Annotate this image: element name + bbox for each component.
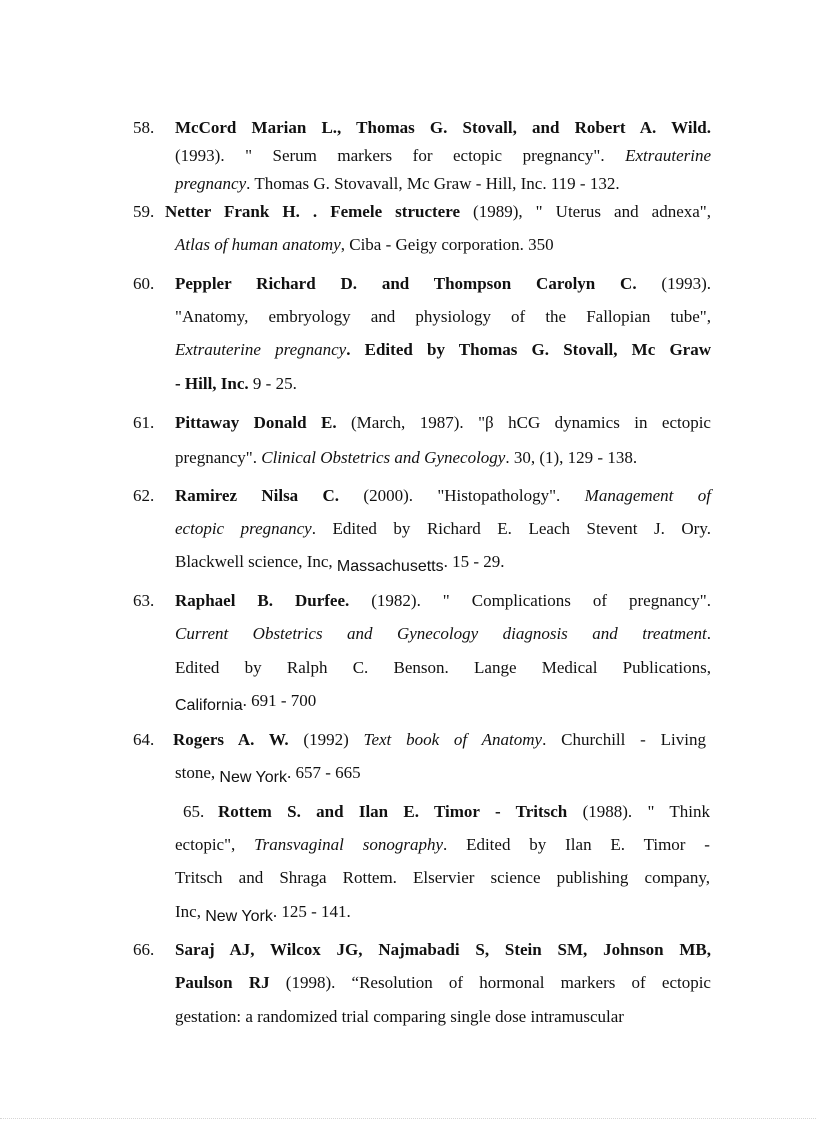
reference-line	[175, 691, 711, 712]
reference-plain-text: (2000). "Histopathology".	[339, 486, 585, 505]
reference-italic-text: Management of	[584, 486, 711, 505]
reference-plain-text: Tritsch and Shraga Rottem. Elservier science publishing company,	[175, 868, 710, 887]
reference-line	[175, 174, 711, 194]
reference-line	[175, 552, 711, 573]
reference-line	[175, 658, 711, 678]
reference-line	[175, 591, 711, 611]
reference-number: 59.	[133, 202, 155, 221]
reference-bold-text: Pittaway Donald E.	[175, 413, 337, 432]
reference-plain-text: (1982). " Complications of pregnancy".	[349, 591, 711, 610]
reference-line	[175, 374, 711, 394]
reference-plain-text: Inc,	[175, 902, 206, 921]
reference-number: 62.	[133, 486, 155, 505]
reference-number: 60.	[133, 274, 155, 293]
reference-line	[175, 902, 710, 923]
reference-place-text: New York	[219, 769, 287, 786]
reference-number: 64.	[133, 730, 155, 749]
reference-number: 61.	[133, 413, 155, 432]
reference-italic-text: Extrauterine	[625, 146, 711, 165]
reference-plain-text: stone,	[175, 763, 220, 782]
reference-tail-text: . 657 - 665	[286, 763, 361, 782]
reference-tail-text: . 30, (1), 129 - 138.	[505, 448, 638, 467]
reference-tail-text: . 691 - 700	[242, 691, 317, 710]
reference-line	[175, 835, 710, 855]
reference-italic-text: Current Obstetrics and Gynecology diagnosis and treatment	[175, 624, 707, 643]
reference-bold-text: Raphael B. Durfee.	[175, 591, 350, 610]
reference-plain-text: (1998). “Resolution of hormonal markers of ectopic	[269, 973, 711, 992]
reference-line	[175, 763, 706, 784]
reference-place-text: California	[175, 697, 243, 714]
reference-tail-text: . 125 - 141.	[272, 902, 351, 921]
reference-tail-text: . Edited by Ilan E. Timor -	[442, 835, 710, 854]
reference-line	[175, 448, 711, 468]
reference-line	[175, 940, 711, 960]
reference-line	[175, 624, 711, 644]
reference-italic-text: ectopic pregnancy	[175, 519, 312, 538]
reference-italic-text: Extrauterine pregnancy	[175, 340, 347, 359]
reference-line	[175, 1007, 711, 1027]
reference-number: 65.	[183, 802, 205, 821]
reference-bold-text: Rogers A. W.	[173, 730, 289, 749]
reference-line	[175, 307, 711, 327]
reference-plain-text: gestation: a randomized trial comparing single dose intramuscular	[175, 1007, 624, 1026]
reference-plain-text: (March, 1987). "β hCG dynamics in ectopic	[336, 413, 711, 432]
reference-plain-text: (1988). " Think	[567, 802, 710, 821]
reference-place-text: New York	[205, 908, 273, 925]
reference-plain-text: (1992)	[288, 730, 364, 749]
reference-number: 66.	[133, 940, 155, 959]
reference-line	[175, 868, 710, 888]
reference-bold-text: Paulson RJ	[175, 973, 270, 992]
reference-bold-text: Peppler Richard D. and Thompson Carolyn C.	[175, 274, 637, 293]
reference-line	[175, 146, 711, 166]
reference-line	[175, 274, 711, 294]
reference-plain-text: (1993). " Serum markers for ectopic pregnancy".	[175, 146, 626, 165]
reference-plain-text: .	[706, 624, 711, 643]
reference-bold-text: - Hill, Inc.	[175, 374, 249, 393]
reference-plain-text: Blackwell science, Inc,	[175, 552, 337, 571]
reference-plain-text: . Thomas G. Stovavall, Mc Graw - Hill, Inc. 119 - 132.	[246, 174, 620, 193]
reference-line	[175, 973, 711, 993]
reference-bold-text: Ramirez Nilsa C.	[175, 486, 340, 505]
reference-line	[175, 235, 711, 255]
reference-plain-text: Edited by Ralph C. Benson. Lange Medical Publications,	[175, 658, 711, 677]
reference-line	[175, 340, 711, 360]
page-bottom-border	[0, 1118, 816, 1119]
reference-plain-text: . Edited by Richard E. Leach Stevent J. Ory.	[311, 519, 711, 538]
reference-line	[218, 802, 710, 822]
reference-plain-text: ectopic",	[175, 835, 255, 854]
reference-plain-text: (1993).	[636, 274, 711, 293]
reference-tail-text: . 15 - 29.	[443, 552, 505, 571]
reference-line	[175, 519, 711, 539]
reference-bold-text: Saraj AJ, Wilcox JG, Najmabadi S, Stein SM, Johnson MB,	[175, 940, 711, 959]
reference-line	[165, 202, 711, 222]
reference-bold-text: Rottem S. and Ilan E. Timor - Tritsch	[218, 802, 568, 821]
reference-number: 63.	[133, 591, 155, 610]
reference-place-text: Massachusetts	[336, 558, 444, 575]
reference-italic-text: Text book of Anatomy	[363, 730, 543, 749]
reference-number: 58.	[133, 118, 155, 137]
reference-italic-text: Atlas of human anatomy	[175, 235, 341, 254]
reference-italic-text: pregnancy	[175, 174, 247, 193]
reference-bold-text: . Edited by Thomas G. Stovall, Mc Graw	[346, 340, 711, 359]
reference-italic-text: Transvaginal sonography	[254, 835, 443, 854]
reference-tail-text: . Churchill - Living	[542, 730, 706, 749]
reference-italic-text: Clinical Obstetrics and Gynecology	[261, 448, 506, 467]
reference-line	[175, 118, 711, 138]
reference-plain-text: 9 - 25.	[248, 374, 297, 393]
reference-line	[175, 413, 711, 433]
reference-plain-text: , Ciba - Geigy corporation. 350	[340, 235, 554, 254]
reference-line	[175, 486, 711, 506]
reference-plain-text: (1989), " Uterus and adnexa",	[460, 202, 711, 221]
reference-plain-text: "Anatomy, embryology and physiology of the Fallopian tube",	[175, 307, 711, 326]
reference-bold-text: McCord Marian L., Thomas G. Stovall, and Robert A. Wild.	[175, 118, 711, 137]
reference-line	[173, 730, 706, 750]
reference-bold-text: Netter Frank H. . Femele structere	[165, 202, 460, 221]
reference-plain-text: pregnancy".	[175, 448, 262, 467]
